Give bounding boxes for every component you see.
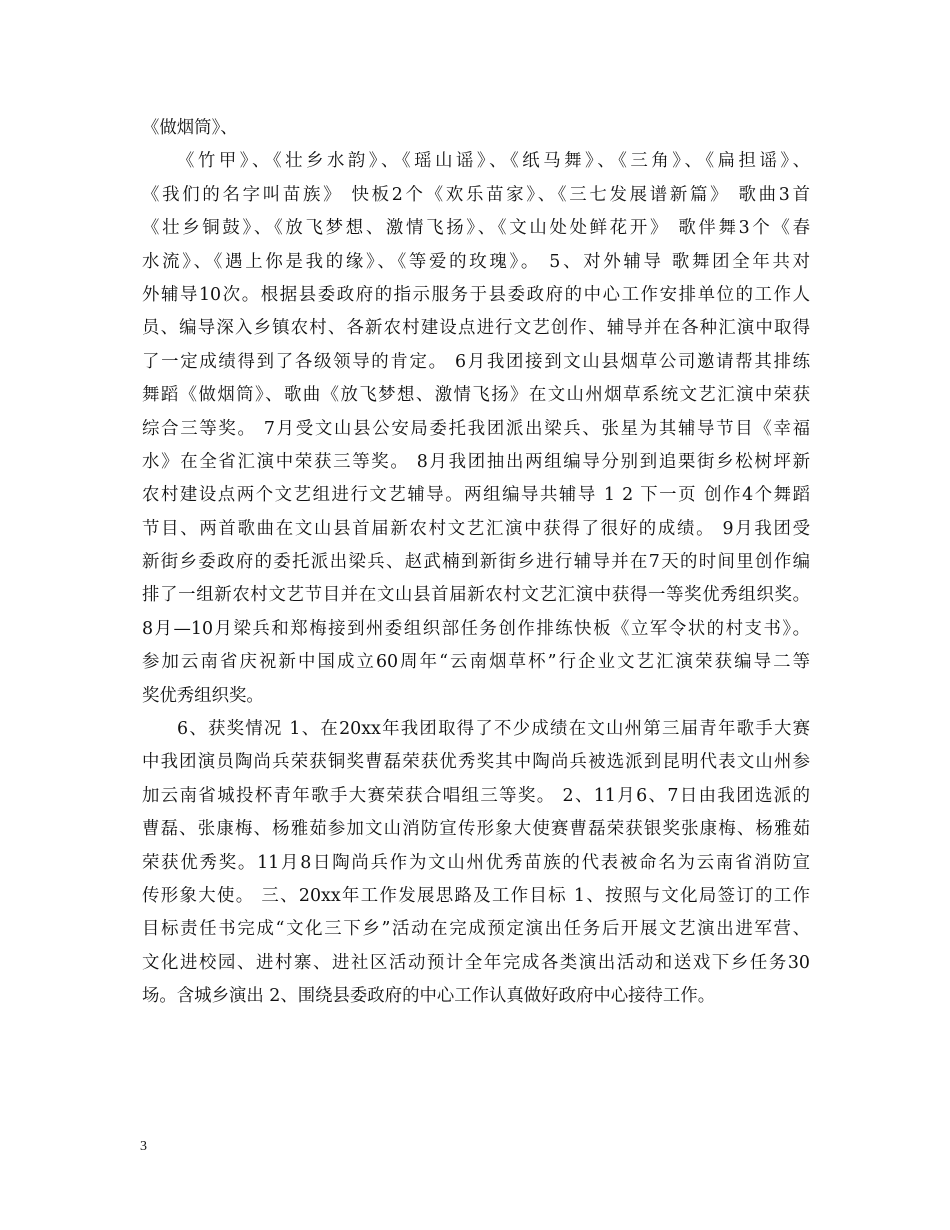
text-line: 参加云南省庆祝新中国成立60周年“云南烟草杯”行企业文艺汇演荣获编导二等 — [142, 652, 810, 673]
text-line: 了一定成绩得到了各级领导的肯定。 6月我团接到文山县烟草公司邀请帮其排练 — [142, 351, 810, 372]
text-line: 《竹甲》、《壮乡水韵》、《瑶山谣》、《纸马舞》、《三角》、《扁担谣》、 — [177, 151, 810, 172]
text-line: 外辅导10次。根据县委政府的指示服务于县委政府的中心工作安排单位的工作人 — [142, 284, 810, 305]
text-line: 文化进校园、进村寨、进社区活动预计全年完成各类演出活动和送戏下乡任务30 — [142, 952, 810, 973]
text-line: 传形象大使。 三、20xx年工作发展思路及工作目标 1、按照与文化局签订的工作 — [142, 885, 810, 906]
text-line: 排了一组新农村文艺节目并在文山县首届新农村文艺汇演中获得一等奖优秀组织奖。 — [142, 585, 810, 606]
text-line: 加云南省城投杯青年歌手大赛荣获合唱组三等奖。 2、11月6、7日由我团选派的 — [142, 785, 810, 806]
text-line: 奖优秀组织奖。 — [142, 685, 264, 706]
text-line: 舞蹈《做烟筒》、歌曲《放飞梦想、激情飞扬》在文山州烟草系统文艺汇演中荣获 — [142, 385, 810, 406]
text-line: 《做烟筒》、 — [142, 118, 238, 138]
text-line: 《我们的名字叫苗族》 快板2个《欢乐苗家》、《三七发展谱新篇》 歌曲3首 — [142, 184, 810, 205]
page-number: 3 — [140, 1139, 147, 1154]
text-line: 中我团演员陶尚兵荣获铜奖曹磊荣获优秀奖其中陶尚兵被选派到昆明代表文山州参 — [142, 752, 810, 773]
text-line: 荣获优秀奖。11月8日陶尚兵作为文山州优秀苗族的代表被命名为云南省消防宣 — [142, 852, 810, 873]
text-line: 8月—10月梁兵和郑梅接到州委组织部任务创作排练快板《立军令状的村支书》。 — [142, 618, 810, 639]
text-line: 农村建设点两个文艺组进行文艺辅导。两组编导共辅导 1 2 下一页 创作4个舞蹈 — [142, 485, 810, 506]
text-line: 曹磊、张康梅、杨雅茹参加文山消防宣传形象大使赛曹磊荣获银奖张康梅、杨雅茹 — [142, 819, 810, 840]
text-line: 目标责任书完成“文化三下乡”活动在完成预定演出任务后开展文艺演出进军营、 — [142, 919, 810, 940]
text-line: 《壮乡铜鼓》、《放飞梦想、激情飞扬》、《文山处处鲜花开》 歌伴舞3个《春 — [142, 218, 810, 239]
body-text — [142, 112, 810, 1014]
text-line: 场。含城乡演出 2、围绕县委政府的中心工作认真做好政府中心接待工作。 — [142, 986, 716, 1007]
text-line: 6、获奖情况 1、在20xx年我团取得了不少成绩在文山州第三届青年歌手大赛 — [177, 719, 810, 740]
text-line: 综合三等奖。 7月受文山县公安局委托我团派出梁兵、张星为其辅导节目《幸福 — [142, 418, 810, 439]
text-line: 水流》、《遇上你是我的缘》、《等爱的玫瑰》。 5、对外辅导 歌舞团全年共对 — [142, 251, 810, 272]
text-line: 新街乡委政府的委托派出梁兵、赵武楠到新街乡进行辅导并在7天的时间里创作编 — [142, 552, 810, 573]
text-line: 员、编导深入乡镇农村、各新农村建设点进行文艺创作、辅导并在各种汇演中取得 — [142, 318, 810, 339]
text-line: 节目、两首歌曲在文山县首届新农村文艺汇演中获得了很好的成绩。 9月我团受 — [142, 518, 810, 539]
text-line: 水》在全省汇演中荣获三等奖。 8月我团抽出两组编导分别到追栗街乡松树坪新 — [142, 451, 810, 472]
